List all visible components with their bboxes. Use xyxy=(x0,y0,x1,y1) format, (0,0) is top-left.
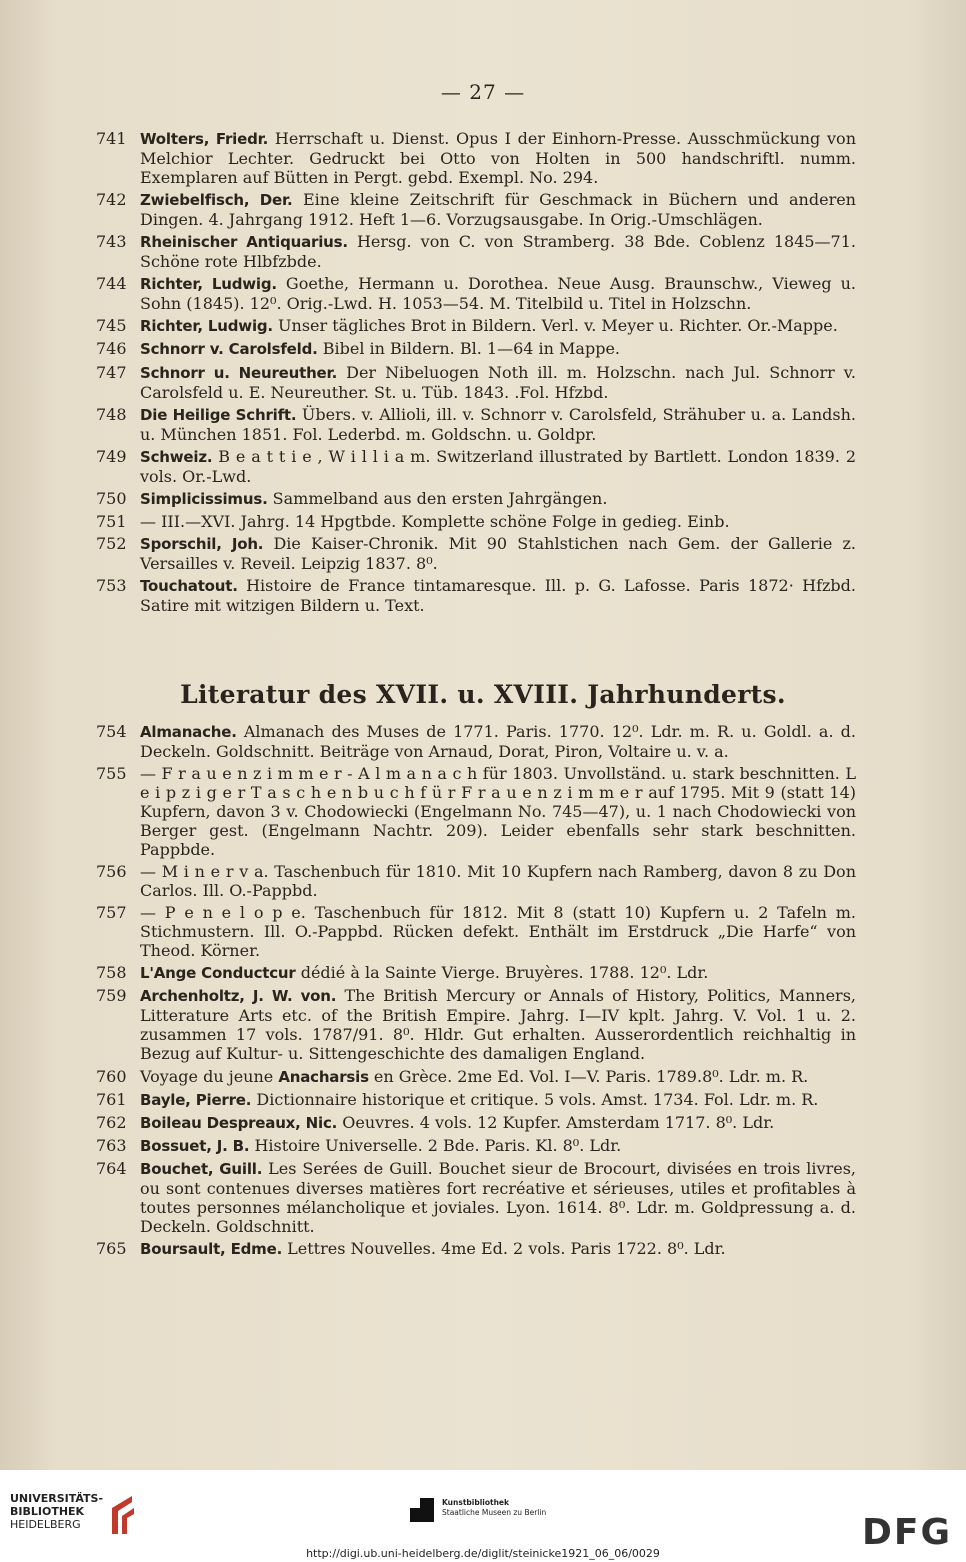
entry-text xyxy=(140,274,856,313)
catalog-entry xyxy=(96,1159,856,1236)
kb-line-2: Staatliche Museen zu Berlin xyxy=(442,1508,547,1517)
entry-description: — F r a u e n z i m m e r - A l m a n a c h für 1803. Unvollständ. u. stark beschnitten. L e i p z i g e r T a s c h e n b u c h f ü r F r a u e n z i m m e r auf 1795. Mit 9 (statt 14) Kupfern, davon 3 v. Chodowiecki (Engelmann No. 745—47), u. 1 nach Chodowiecki von Berger gest. (Engelmann Nachtr. 209). Leider ebenfalls sehr stark beschnitten. Pappbde. xyxy=(140,764,856,860)
catalog-entry xyxy=(96,447,856,486)
catalog-entry xyxy=(96,405,856,444)
catalog-entry xyxy=(96,722,856,761)
entry-description: Histoire de France tintamaresque. Ill. p. G. Lafosse. Paris 1872· Hfzbd. Satire mit witzigen Bildern u. Text. xyxy=(140,576,856,616)
entry-author: Sporschil, Joh. xyxy=(140,535,264,554)
page-number: — 27 — xyxy=(440,80,526,104)
entry-description: Unser tägliches Brot in Bildern. Verl. v. Meyer u. Richter. Or.-Mappe. xyxy=(272,316,838,336)
entry-description: Les Serées de Guill. Bouchet sieur de Brocourt, divisées en trois livres, ou sont contenues diverses matières fort recréative et sérieuses, utiles et profitables à toutes personnes mélancholique et joviales. Lyon. 1614. 8⁰. Ldr. m. Goldpressung a. d. Deckeln. Goldschnitt. xyxy=(140,1158,856,1236)
entry-author: Schweiz. xyxy=(140,447,213,466)
entry-text xyxy=(140,129,856,187)
entry-text xyxy=(140,232,856,271)
entry-number: 762 xyxy=(96,1112,127,1132)
entry-number: 760 xyxy=(96,1066,127,1086)
entry-author: Richter, Ludwig. xyxy=(140,317,273,336)
entry-description: — M i n e r v a. Taschenbuch für 1810. Mit 10 Kupfern nach Ramberg, davon 8 zu Don Carlos. Ill. O.-Pappbd. xyxy=(140,862,856,901)
entry-number: 745 xyxy=(96,316,127,336)
dfg-logo[interactable]: DFG xyxy=(861,1512,952,1553)
catalog-entry xyxy=(96,576,856,615)
source-url[interactable]: http://digi.ub.uni-heidelberg.de/diglit/steinicke1921_06_06/0029 xyxy=(306,1547,660,1560)
entry-author: Touchatout. xyxy=(140,577,238,596)
entry-description: Goethe, Hermann u. Dorothea. Neue Ausg. Braunschw., Vieweg u. Sohn (1845). 12⁰. Orig.-Lwd. H. 1053—54. M. Titelbild u. Titel in Holzschn. xyxy=(140,274,856,314)
entry-description: Sammelband aus den ersten Jahrgängen. xyxy=(267,488,608,508)
entry-description: Bibel in Bildern. Bl. 1—64 in Mappe. xyxy=(317,339,620,359)
entry-number: 752 xyxy=(96,534,127,554)
catalog-entry xyxy=(96,862,856,900)
entry-description: Übers. v. Allioli, ill. v. Schnorr v. Carolsfeld, Strähuber u. a. Landsh. u. München 1851. Fol. Lederbd. m. Goldschn. u. Goldpr. xyxy=(140,404,856,444)
entry-number: 758 xyxy=(96,963,127,983)
entry-text xyxy=(140,1239,856,1259)
catalog-entry xyxy=(96,129,856,187)
entry-number: 743 xyxy=(96,232,127,252)
entry-description: The British Mercury or Annals of History, Politics, Manners, Litterature Arts etc. of the British Empire. Jahrg. I—IV kplt. Jahrg. V. Vol. 1 u. 2. zusammen 17 vols. 1787/91. 8⁰. Hldr. Gut erhalten. Ausserordentlich reichhaltig in Bezug auf Kultur- u. Sittengeschichte des damaligen England. xyxy=(140,986,856,1064)
entry-text xyxy=(140,986,856,1063)
entry-number: 748 xyxy=(96,404,127,424)
entry-number: 746 xyxy=(96,339,127,359)
uni-line-2: BIBLIOTHEK xyxy=(10,1505,85,1518)
catalog-entry xyxy=(96,316,856,336)
catalog-entry xyxy=(96,190,856,229)
entry-number: 765 xyxy=(96,1239,127,1259)
entry-description: Der Nibeluogen Noth ill. m. Holzschn. nach Jul. Schnorr v. Carolsfeld u. E. Neureuther. St. u. Tüb. 1843. .Fol. Hfzbd. xyxy=(140,362,856,402)
catalog-entry xyxy=(96,489,856,509)
catalog-entries-bottom xyxy=(96,722,856,1262)
catalog-entry xyxy=(96,1136,856,1156)
entry-text xyxy=(140,489,856,509)
entry-author: L'Ange Conductcur xyxy=(140,964,296,983)
entry-text xyxy=(140,722,856,761)
entry-description: Oeuvres. 4 vols. 12 Kupfer. Amsterdam 1717. 8⁰. Ldr. xyxy=(337,1112,775,1132)
footer-bar xyxy=(0,1470,966,1562)
entry-author: Rheinischer Antiquarius. xyxy=(140,233,348,252)
catalog-entry xyxy=(96,764,856,859)
catalog-entries-top xyxy=(96,129,856,618)
catalog-entry xyxy=(96,903,856,960)
entry-number: 747 xyxy=(96,362,127,382)
entry-author: Bouchet, Guill. xyxy=(140,1159,263,1178)
entry-description: Almanach des Muses de 1771. Paris. 1770. 12⁰. Ldr. m. R. u. Goldl. a. d. Deckeln. Goldschnitt. Beiträge von Arnaud, Dorat, Piron, Voltaire u. v. a. xyxy=(140,722,856,761)
entry-description: Histoire Universelle. 2 Bde. Paris. Kl. 8⁰. Ldr. xyxy=(249,1135,622,1155)
kunstbibliothek-icon xyxy=(410,1498,434,1522)
catalog-entry xyxy=(96,1113,856,1133)
entry-number: 751 xyxy=(96,511,127,531)
entry-author: Bossuet, J. B. xyxy=(140,1136,250,1155)
entry-description: en Grèce. 2me Ed. Vol. I—V. Paris. 1789.8⁰. Ldr. m. R. xyxy=(368,1066,809,1086)
entry-number: 744 xyxy=(96,274,127,294)
kb-line-1: Kunstbibliothek xyxy=(442,1498,510,1507)
entry-author: Almanache. xyxy=(140,723,237,741)
entry-text xyxy=(140,339,856,359)
entry-description: Die Kaiser-Chronik. Mit 90 Stahlstichen nach Gem. der Gallerie z. Versailles v. Reveil. Leipzig 1837. 8⁰. xyxy=(140,534,856,574)
entry-text xyxy=(140,903,856,960)
entry-author: Schnorr v. Carolsfeld. xyxy=(140,340,318,359)
entry-author: Anacharsis xyxy=(278,1067,369,1086)
entry-text xyxy=(140,764,856,859)
entry-text xyxy=(140,405,856,444)
catalog-entry xyxy=(96,534,856,573)
entry-number: 750 xyxy=(96,488,127,508)
heidelberg-mark-icon xyxy=(106,1490,140,1540)
entry-number: 761 xyxy=(96,1089,127,1109)
entry-number: 757 xyxy=(96,903,127,923)
entry-description: — III.—XVI. Jahrg. 14 Hpgtbde. Komplette schöne Folge in gedieg. Einb. xyxy=(140,511,730,531)
catalog-entry xyxy=(96,1067,856,1087)
catalog-entry xyxy=(96,232,856,271)
entry-number: 741 xyxy=(96,129,127,148)
catalog-entry xyxy=(96,1090,856,1110)
catalog-entry xyxy=(96,512,856,531)
entry-text xyxy=(140,1113,856,1133)
catalog-entry xyxy=(96,1239,856,1259)
entry-author: Archenholtz, J. W. von. xyxy=(140,987,337,1006)
entry-author: Wolters, Friedr. xyxy=(140,130,269,148)
entry-text xyxy=(140,576,856,615)
entry-description: Voyage du jeune xyxy=(140,1066,279,1086)
entry-text xyxy=(140,862,856,900)
uni-line-3: HEIDELBERG xyxy=(10,1518,81,1531)
entry-description: Herrschaft u. Dienst. Opus I der Einhorn-Presse. Ausschmückung von Melchior Lechter. Gedruckt bei Otto von Holten in 500 handschriftl. numm. Exemplaren auf Bütten in Pergt. gebd. Exempl. No. 294. xyxy=(140,129,856,187)
entry-number: 755 xyxy=(96,764,127,784)
entry-description: Hersg. von C. von Stramberg. 38 Bde. Coblenz 1845—71. Schöne rote Hlbfzbde. xyxy=(140,232,857,272)
entry-text xyxy=(140,1159,856,1236)
catalog-entry xyxy=(96,986,856,1063)
catalog-entry xyxy=(96,363,856,402)
entry-number: 749 xyxy=(96,446,127,466)
entry-number: 759 xyxy=(96,986,127,1006)
entry-text xyxy=(140,1067,856,1087)
entry-text xyxy=(140,447,856,486)
entry-text xyxy=(140,534,856,573)
entry-number: 754 xyxy=(96,722,127,741)
entry-number: 764 xyxy=(96,1158,127,1178)
entry-description: Eine kleine Zeitschrift für Geschmack in Büchern und anderen Dingen. 4. Jahrgang 1912. Heft 1—6. Vorzugsausgabe. In Orig.-Umschlägen. xyxy=(140,190,856,230)
entry-author: Bayle, Pierre. xyxy=(140,1090,252,1109)
entry-author: Schnorr u. Neureuther. xyxy=(140,363,338,382)
entry-text xyxy=(140,1090,856,1110)
entry-description: Lettres Nouvelles. 4me Ed. 2 vols. Paris 1722. 8⁰. Ldr. xyxy=(282,1239,726,1259)
catalog-entry xyxy=(96,274,856,313)
catalog-entry xyxy=(96,339,856,359)
entry-description: dédié à la Sainte Vierge. Bruyères. 1788. 12⁰. Ldr. xyxy=(295,963,709,983)
university-library-logo[interactable] xyxy=(10,1490,160,1540)
entry-author: Die Heilige Schrift. xyxy=(140,405,297,424)
entry-text xyxy=(140,363,856,402)
entry-author: Boursault, Edme. xyxy=(140,1240,283,1259)
entry-text xyxy=(140,190,856,229)
entry-number: 763 xyxy=(96,1135,127,1155)
entry-number: 756 xyxy=(96,862,127,882)
entry-author: Richter, Ludwig. xyxy=(140,275,277,294)
entry-author: Boileau Despreaux, Nic. xyxy=(140,1113,338,1132)
entry-description: B e a t t i e , W i l l i a m. Switzerland illustrated by Bartlett. London 1839. 2 vols. Or.-Lwd. xyxy=(140,446,856,486)
entry-description: Dictionnaire historique et critique. 5 vols. Amst. 1734. Fol. Ldr. m. R. xyxy=(251,1089,819,1109)
entry-text xyxy=(140,512,856,531)
entry-number: 753 xyxy=(96,576,127,596)
entry-number: 742 xyxy=(96,190,127,210)
catalog-entry xyxy=(96,963,856,983)
entry-description: — P e n e l o p e. Taschenbuch für 1812. Mit 8 (statt 10) Kupfern u. 2 Tafeln m. Stichmustern. Ill. O.-Pappbd. Rücken defekt. Enthält im Erstdruck „Die Harfe“ von Theod. Körner. xyxy=(140,903,856,961)
uni-line-1: UNIVERSITÄTS- xyxy=(10,1492,104,1505)
entry-text xyxy=(140,1136,856,1156)
entry-author: Zwiebelfisch, Der. xyxy=(140,191,293,210)
entry-author: Simplicissimus. xyxy=(140,489,268,508)
section-heading: Literatur des XVII. u. XVIII. Jahrhunderts. xyxy=(180,680,786,709)
entry-text xyxy=(140,316,856,336)
entry-text xyxy=(140,963,856,983)
